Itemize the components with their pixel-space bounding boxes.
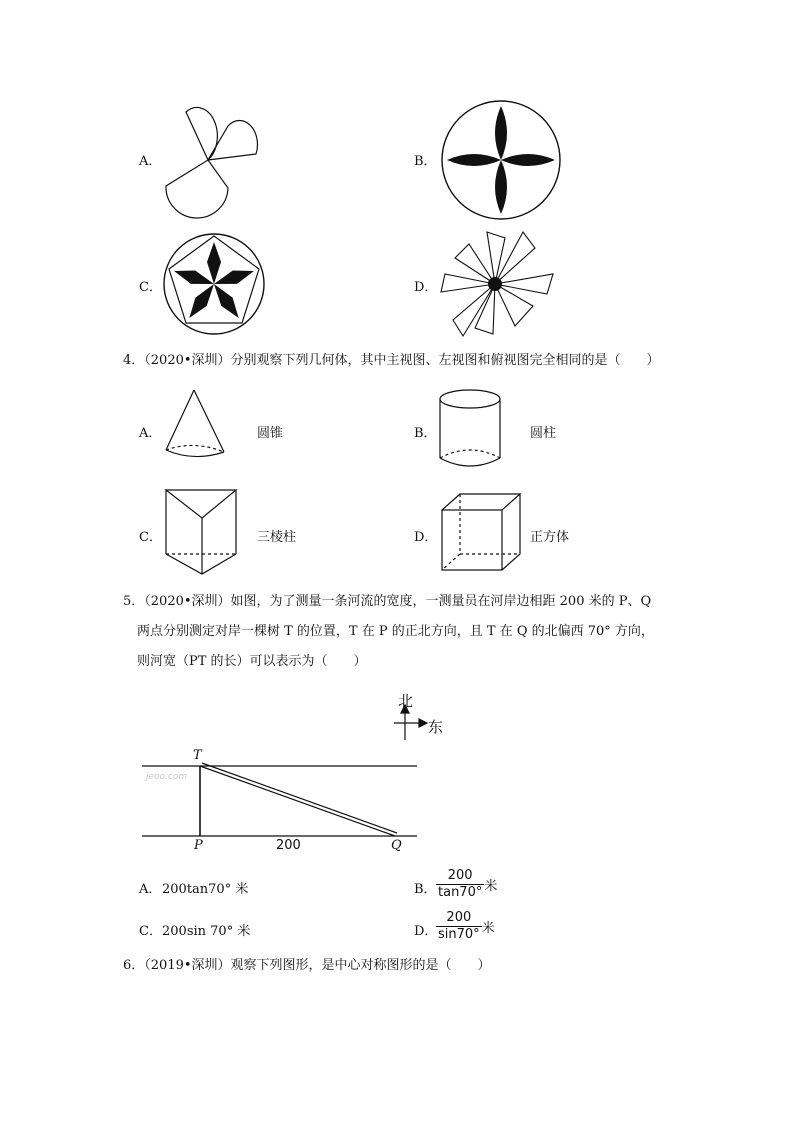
- cylinder-figure: [438, 388, 504, 470]
- q5-option-b-fraction: [436, 868, 484, 901]
- cube-figure: [440, 492, 526, 576]
- north-label: 北: [398, 692, 414, 710]
- q4-option-b-name: 圆柱: [530, 426, 557, 441]
- q5-option-d-fraction: [436, 910, 482, 943]
- triangular-prism-figure: [164, 488, 240, 578]
- q5-option-c-label: C．: [139, 924, 162, 939]
- q4-option-a-label: A．: [139, 426, 162, 441]
- q5-stem-line-1: 5．（2020•深圳）如图，为了测量一条河流的宽度，一测量员在河岸边相距 200 米的 P、Q: [123, 594, 652, 609]
- q5-stem-line-2: 两点分别测定对岸一棵树 T 的位置，T 在 P 的正北方向，且 T 在 Q 的北偏西 70° 方向，: [137, 624, 654, 639]
- point-q-label: Q: [391, 838, 402, 853]
- q5-option-b-denominator: tan70°: [438, 885, 483, 900]
- q5-option-d-denominator: sin70°: [438, 927, 480, 942]
- distance-label: 200: [276, 838, 301, 853]
- q5-option-b-numerator: 200: [436, 868, 484, 885]
- q3-option-a-label: A．: [139, 154, 162, 169]
- q5-option-b-expression: [436, 868, 497, 901]
- q5-option-a-label: A．: [139, 882, 162, 897]
- q5-option-d-label: D．: [414, 924, 438, 939]
- cone-figure: [164, 388, 228, 464]
- watermark: jeoo.com: [146, 772, 188, 782]
- point-p-label: P: [194, 838, 203, 853]
- q4-option-b-label: B．: [414, 426, 437, 441]
- q3-option-c-label: C．: [139, 280, 162, 295]
- q4-stem: 4．（2020•深圳）分别观察下列几何体，其中主视图、左视图和俯视图完全相同的是（ ）: [123, 353, 660, 368]
- q5-stem-line-3: 则河宽（PT 的长）可以表示为（ ）: [137, 654, 367, 669]
- q5-option-d-unit: 米: [481, 921, 495, 936]
- q5-option-a-text: 200tan70° 米: [162, 882, 249, 897]
- q4-option-c-name: 三棱柱: [257, 530, 297, 545]
- q3-option-a-figure: [160, 106, 270, 206]
- point-t-label: T: [193, 748, 202, 763]
- q4-option-a-name: 圆锥: [257, 426, 284, 441]
- q5-option-d-numerator: 200: [436, 910, 482, 927]
- q3-option-b-label: B．: [414, 154, 437, 169]
- q5-option-b-label: B．: [414, 882, 437, 897]
- q3-option-b-figure: [439, 98, 563, 222]
- q4-option-d-label: D．: [414, 530, 438, 545]
- q4-option-c-label: C．: [139, 530, 162, 545]
- q6-stem: 6．（2019•深圳）观察下列图形，是中心对称图形的是（ ）: [123, 958, 491, 973]
- q5-option-b-unit: 米: [484, 879, 498, 894]
- q5-option-d-expression: [436, 910, 495, 943]
- q3-option-d-figure: [435, 228, 555, 340]
- east-label: 东: [428, 718, 444, 736]
- q3-option-d-label: D．: [414, 280, 438, 295]
- q5-option-c-text: 200sin 70° 米: [162, 924, 251, 939]
- q3-option-c-figure: [162, 232, 266, 336]
- q4-option-d-name: 正方体: [530, 530, 570, 545]
